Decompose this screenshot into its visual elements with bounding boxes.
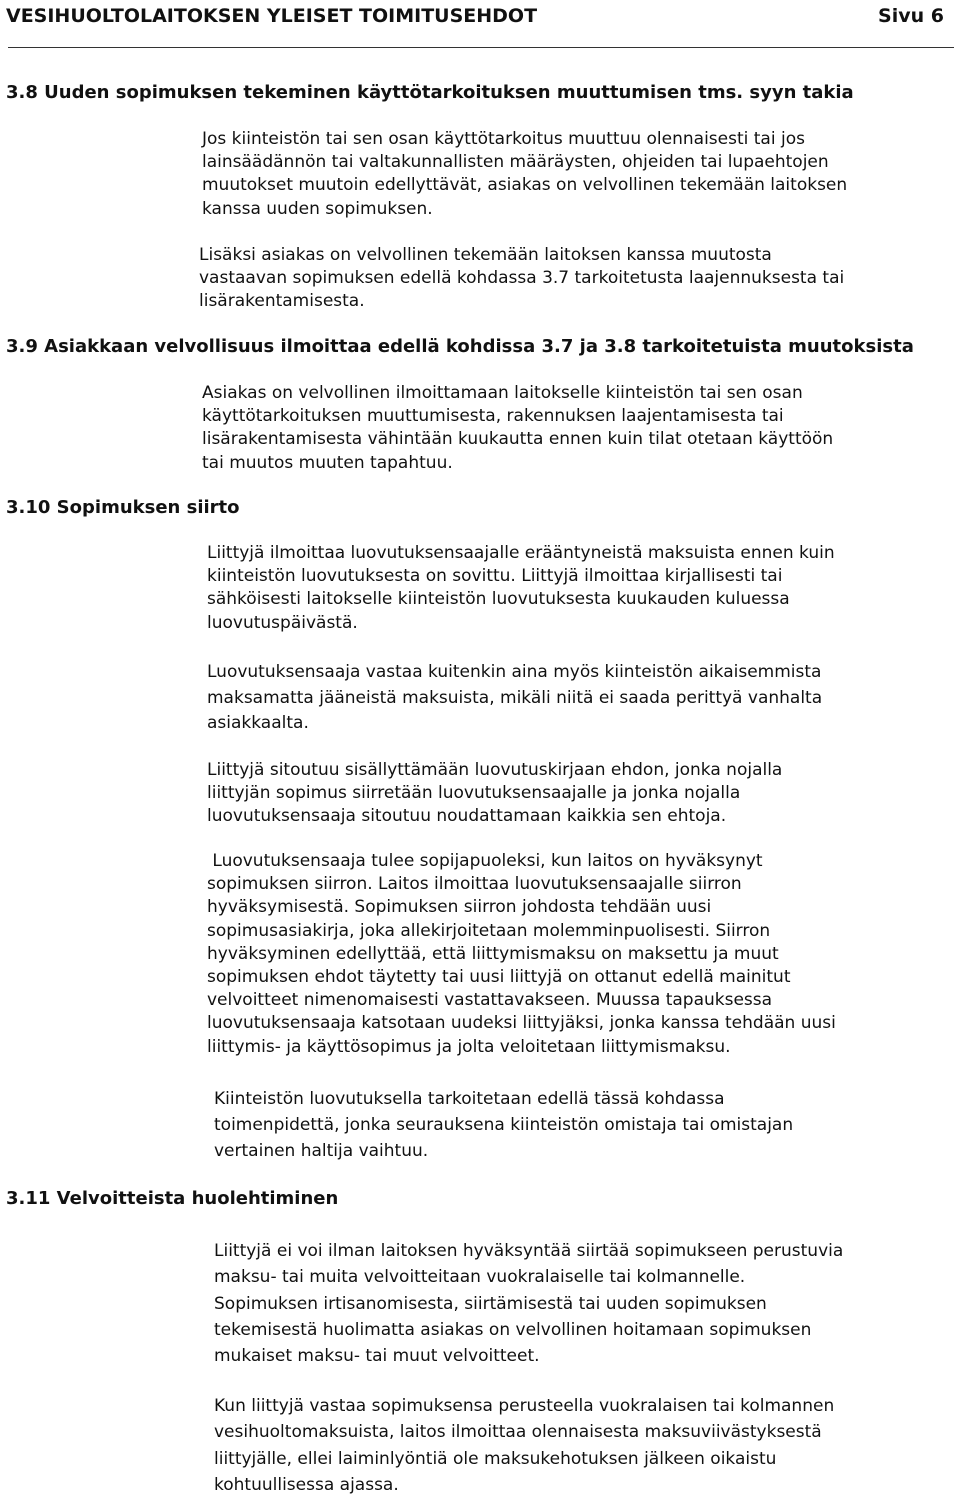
text-line: liittyjälle, ellei laiminlyöntiä ole maksukehotuksen jälkeen oikaistu bbox=[214, 1448, 777, 1469]
section-3-9-paragraph-1 bbox=[202, 382, 833, 475]
header-divider bbox=[8, 47, 954, 48]
text-line: Sopimuksen irtisanomisesta, siirtämisestä tai uuden sopimuksen bbox=[214, 1293, 767, 1314]
text-line: hyväksymisestä. Sopimuksen siirron johdosta tehdään uusi bbox=[207, 897, 712, 918]
section-3-8-paragraph-1 bbox=[202, 128, 847, 221]
text-line: luovutuksensaaja sitoutuu noudattamaan kaikkia sen ehtoja. bbox=[207, 806, 727, 827]
section-3-10-paragraph-2 bbox=[207, 660, 822, 737]
text-line: sopimuksen siirron. Laitos ilmoittaa luovutuksensaajalle siirron bbox=[207, 874, 742, 895]
text-line: vertainen haltija vaihtuu. bbox=[214, 1141, 429, 1161]
text-line: muutokset muutoin edellyttävät, asiakas on velvollinen tekemään laitoksen bbox=[202, 175, 848, 196]
text-line: kanssa uuden sopimuksen. bbox=[202, 198, 433, 219]
text-line: mukaiset maksu- tai muut velvoitteet. bbox=[214, 1346, 540, 1367]
text-line: Liittyjä ei voi ilman laitoksen hyväksyntää siirtää sopimukseen perustuvia bbox=[214, 1241, 844, 1261]
text-line: vastaavan sopimuksen edellä kohdassa 3.7 tarkoitetusta laajennuksesta tai bbox=[199, 268, 845, 289]
text-line: Kiinteistön luovutuksella tarkoitetaan edellä tässä kohdassa bbox=[214, 1089, 725, 1109]
section-heading-3-9: 3.9 Asiakkaan velvollisuus ilmoittaa edellä kohdissa 3.7 ja 3.8 tarkoitetuista muutoksista bbox=[6, 336, 914, 357]
text-line: Lisäksi asiakas on velvollinen tekemään laitoksen kanssa muutosta bbox=[199, 245, 772, 265]
text-line: Asiakas on velvollinen ilmoittamaan laitokselle kiinteistön tai sen osan bbox=[202, 383, 803, 403]
text-line: Jos kiinteistön tai sen osan käyttötarkoitus muuttuu olennaisesti tai jos bbox=[202, 129, 805, 149]
text-line: kohtuullisessa ajassa. bbox=[214, 1474, 399, 1495]
section-3-10-paragraph-5 bbox=[214, 1086, 793, 1164]
text-line: kiinteistön luovutuksesta on sovittu. Liittyjä ilmoittaa kirjallisesti tai bbox=[207, 566, 783, 587]
text-line: tai muutos muuten tapahtuu. bbox=[202, 452, 453, 473]
text-line: asiakkaalta. bbox=[207, 713, 309, 733]
text-line: liittyjän sopimus siirretään luovutuksensaajalle ja jonka nojalla bbox=[207, 783, 741, 804]
text-line: liittymis- ja käyttösopimus ja jolta veloitetaan liittymismaksu. bbox=[207, 1036, 731, 1057]
text-line: Luovutuksensaaja tulee sopijapuoleksi, kun laitos on hyväksynyt bbox=[207, 851, 763, 871]
text-line: lisärakentamisesta. bbox=[199, 291, 365, 312]
text-line: velvoitteet nimenomaisesti vastattavakseen. Muussa tapauksessa bbox=[207, 990, 773, 1011]
section-3-11-paragraph-2 bbox=[214, 1393, 834, 1498]
text-line: tekemisestä huolimatta asiakas on velvollinen hoitamaan sopimuksen bbox=[214, 1319, 812, 1340]
text-line: käyttötarkoituksen muuttumisesta, rakennuksen laajentamisesta tai bbox=[202, 406, 784, 427]
section-heading-3-10: 3.10 Sopimuksen siirto bbox=[6, 497, 240, 518]
section-heading-3-11: 3.11 Velvoitteista huolehtiminen bbox=[6, 1188, 339, 1209]
text-line: Luovutuksensaaja vastaa kuitenkin aina myös kiinteistön aikaisemmista bbox=[207, 662, 822, 682]
text-line: vesihuoltomaksuista, laitos ilmoittaa olennaisesta maksuviivästyksestä bbox=[214, 1422, 822, 1443]
section-3-11-paragraph-1 bbox=[214, 1238, 843, 1369]
text-line: hyväksyminen edellyttää, että liittymismaksu on maksettu ja muut bbox=[207, 943, 779, 964]
section-3-8-paragraph-2 bbox=[199, 244, 844, 314]
text-line: sähköisesti laitokselle kiinteistön luovutuksesta kuukauden kuluessa bbox=[207, 589, 790, 610]
text-line: luovutuksensaaja katsotaan uudeksi liittyjäksi, jonka kanssa tehdään uusi bbox=[207, 1013, 836, 1034]
text-line: maksu- tai muita velvoitteitaan vuokralaiselle tai kolmannelle. bbox=[214, 1267, 746, 1288]
text-line: sopimuksen ehdot täytetty tai uusi liittyjä on ottanut edellä mainitut bbox=[207, 967, 791, 988]
text-line: Liittyjä sitoutuu sisällyttämään luovutuskirjaan ehdon, jonka nojalla bbox=[207, 760, 783, 780]
document-title: VESIHUOLTOLAITOKSEN YLEISET TOIMITUSEHDOT bbox=[6, 5, 538, 27]
text-line: toimenpidettä, jonka seurauksena kiinteistön omistaja tai omistajan bbox=[214, 1115, 794, 1135]
page-number: Sivu 6 bbox=[878, 5, 944, 27]
text-line: sopimusasiakirja, joka allekirjoitetaan molemminpuolisesti. Siirron bbox=[207, 920, 771, 941]
text-line: maksamatta jääneistä maksuista, mikäli niitä ei saada perittyä vanhalta bbox=[207, 687, 823, 708]
section-heading-3-8: 3.8 Uuden sopimuksen tekeminen käyttötarkoituksen muuttumisen tms. syyn takia bbox=[6, 82, 854, 103]
text-line: lisärakentamisesta vähintään kuukautta ennen kuin tilat otetaan käyttöön bbox=[202, 429, 834, 450]
text-line: Kun liittyjä vastaa sopimuksensa perusteella vuokralaisen tai kolmannen bbox=[214, 1396, 835, 1416]
text-line: luovutuspäivästä. bbox=[207, 612, 358, 633]
section-3-10-paragraph-1 bbox=[207, 542, 835, 635]
section-3-10-paragraph-3 bbox=[207, 759, 782, 829]
text-line: Liittyjä ilmoittaa luovutuksensaajalle erääntyneistä maksuista ennen kuin bbox=[207, 543, 835, 563]
section-3-10-paragraph-4 bbox=[207, 850, 836, 1059]
text-line: lainsäädännön tai valtakunnallisten määräysten, ohjeiden tai lupaehtojen bbox=[202, 152, 829, 173]
